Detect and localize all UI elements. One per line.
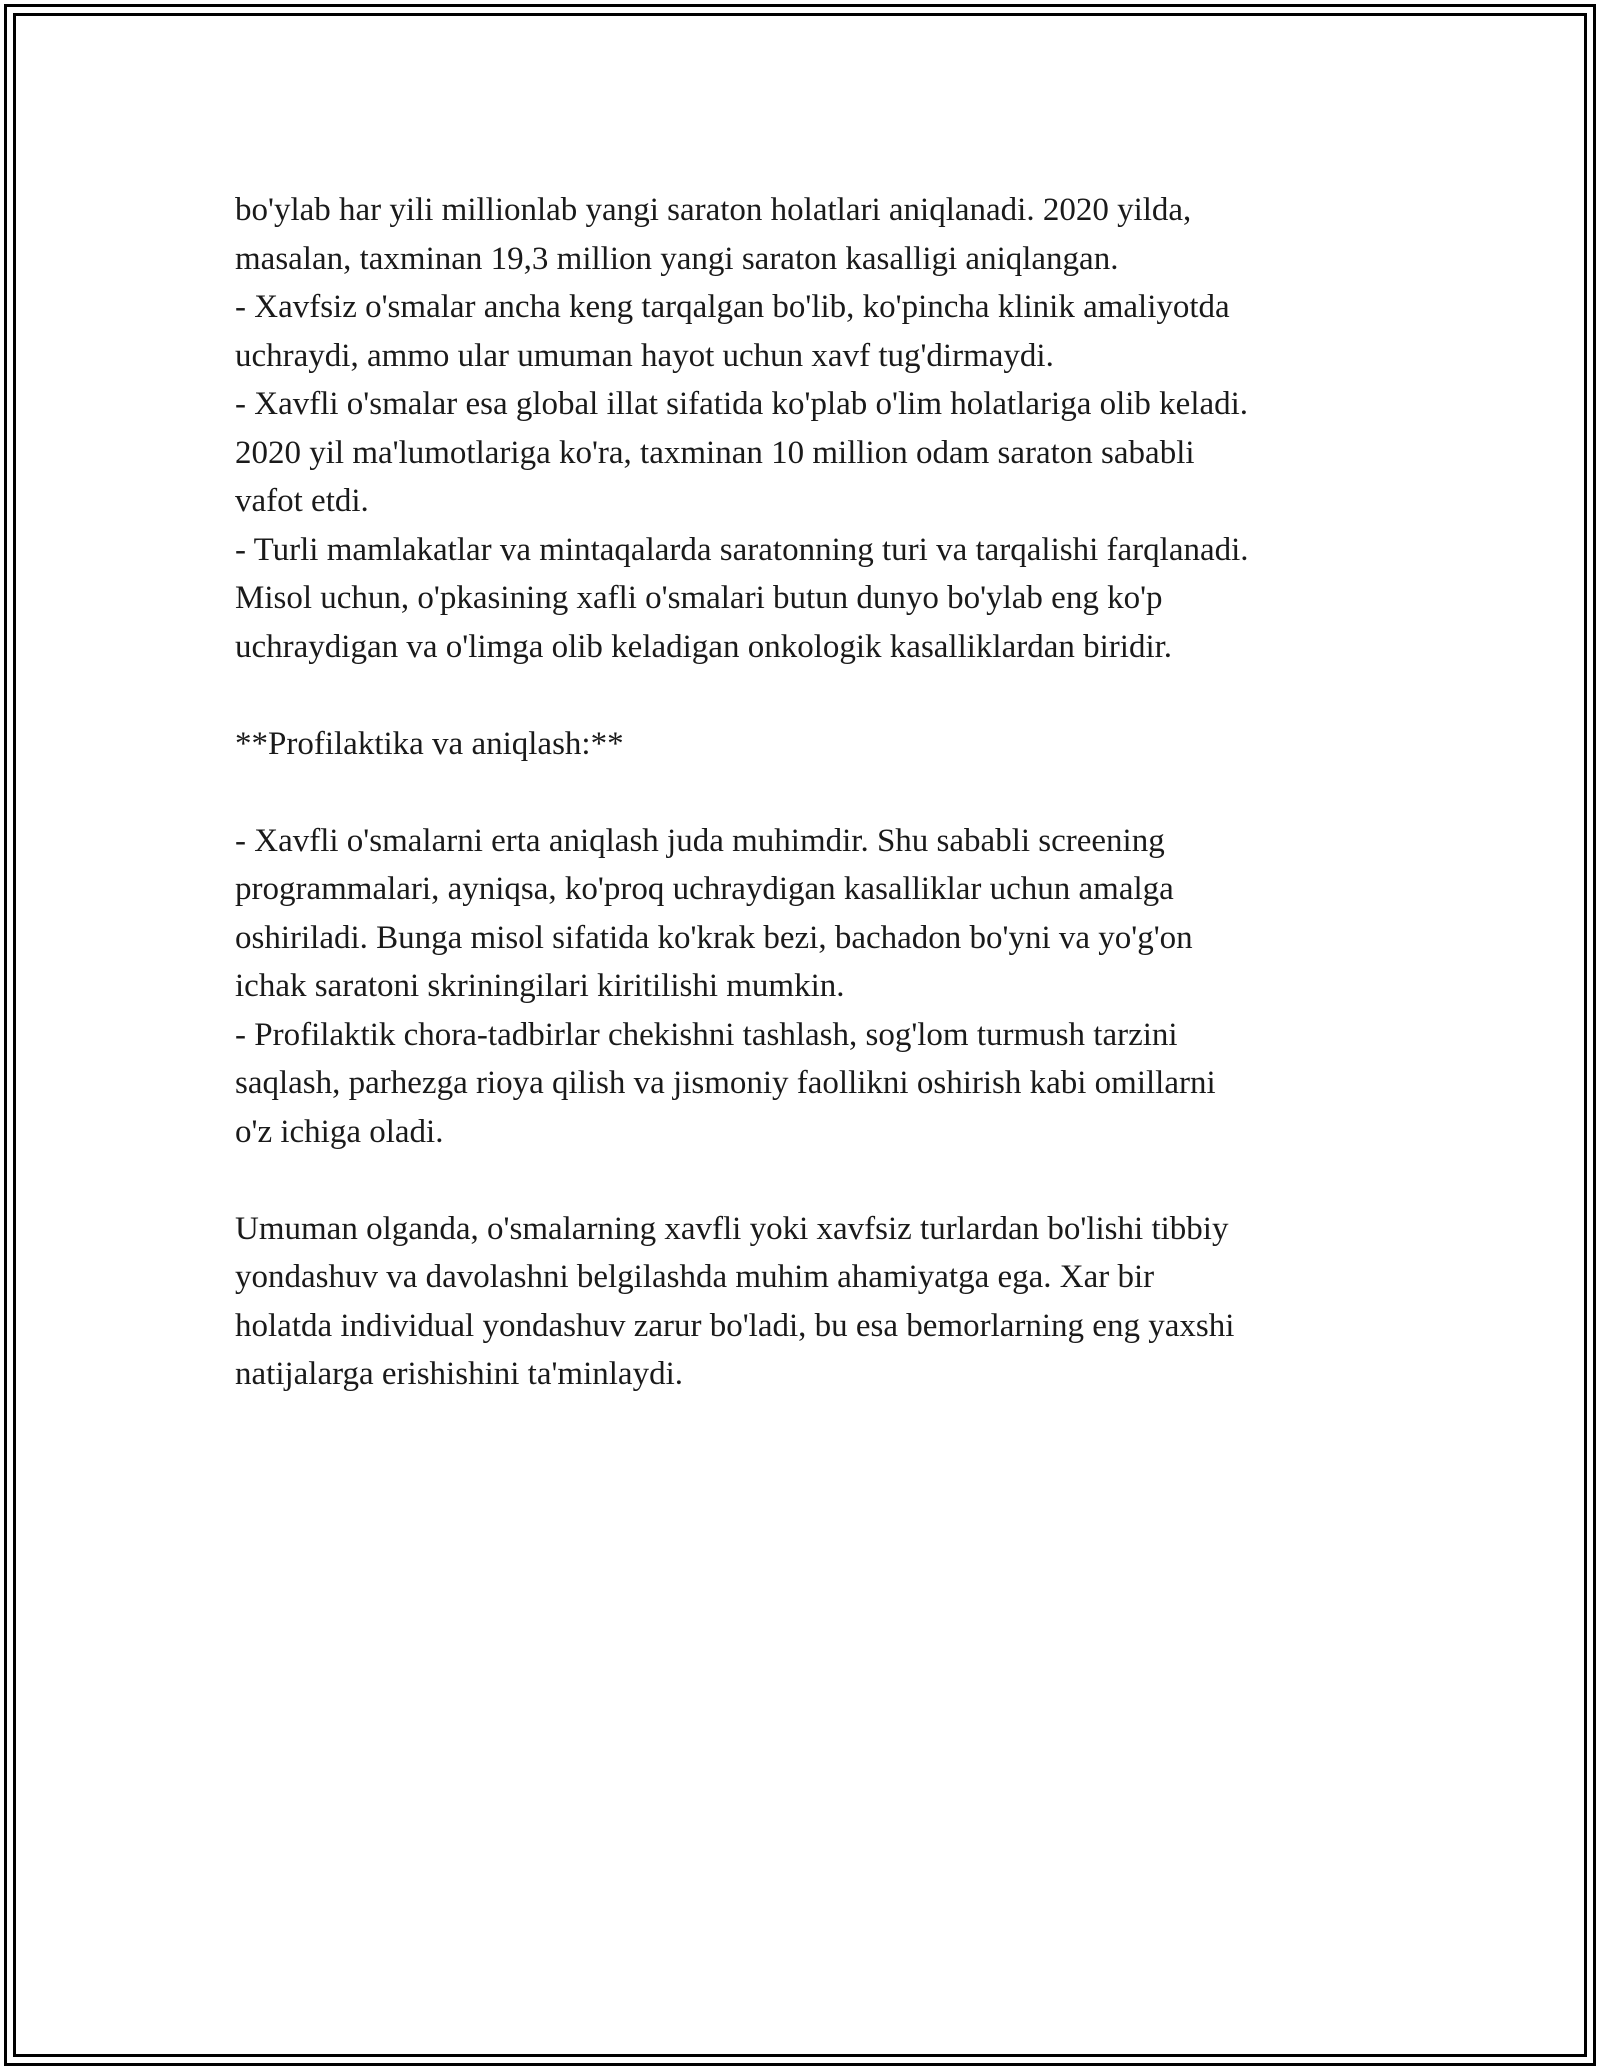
text-line: natijalarga erishishini ta'minlaydi.: [235, 1356, 683, 1392]
text-line: - Xavfli o'smalarni erta aniqlash juda muhimdir. Shu sababli screening: [235, 822, 1165, 859]
paragraph-gap: [235, 768, 1385, 817]
text-line: Umuman olganda, o'smalarning xavfli yoki xavfsiz turlardan bo'lishi tibbiy: [235, 1210, 1229, 1247]
text-line: yondashuv va davolashni belgilashda muhim ahamiyatga ega. Xar bir: [235, 1259, 1155, 1295]
text-line: bo'ylab har yili millionlab yangi saraton holatlari aniqlanadi. 2020 yilda,: [235, 192, 1192, 228]
text-line: programmalari, ayniqsa, ko'proq uchraydigan kasalliklar uchun amalga: [235, 871, 1174, 907]
text-line: oshiriladi. Bunga misol sifatida ko'krak bezi, bachadon bo'yni va yo'g'on: [235, 919, 1193, 956]
text-line: Misol uchun, o'pkasining xafli o'smalari butun dunyo bo'ylab eng ko'p: [235, 580, 1163, 616]
text-line: uchraydi, ammo ular umuman hayot uchun xavf tug'dirmaydi.: [235, 337, 1054, 374]
text-line: holatda individual yondashuv zarur bo'ladi, bu esa bemorlarning eng yaxshi: [235, 1307, 1235, 1344]
text-line: - Profilaktik chora-tadbirlar chekishni tashlash, sog'lom turmush tarzini: [235, 1016, 1178, 1053]
text-line: saqlash, parhezga rioya qilish va jismoniy faollikni oshirish kabi omillarni: [235, 1065, 1216, 1101]
text-line: masalan, taxminan 19,3 million yangi saraton kasalligi aniqlangan.: [235, 240, 1119, 277]
text-line: - Turli mamlakatlar va mintaqalarda saratonning turi va tarqalishi farqlanadi.: [235, 531, 1249, 568]
text-line: 2020 yil ma'lumotlariga ko'ra, taxminan 10 million odam saraton sababli: [235, 434, 1195, 471]
paragraph-gap: [235, 1156, 1385, 1205]
text-line: o'z ichiga oladi.: [235, 1113, 444, 1150]
text-line: - Xavfli o'smalar esa global illat sifatida ko'plab o'lim holatlariga olib keladi.: [235, 386, 1249, 422]
section-heading: **Profilaktika va aniqlash:**: [235, 725, 624, 762]
paragraph-gap: [235, 671, 1385, 720]
text-line: ichak saratoni skriningilari kiritilishi mumkin.: [235, 968, 845, 1004]
text-line: - Xavfsiz o'smalar ancha keng tarqalgan bo'lib, ko'pincha klinik amaliyotda: [235, 289, 1230, 325]
text-line: uchraydigan va o'limga olib keladigan onkologik kasalliklardan biridir.: [235, 628, 1173, 665]
document-body: [235, 186, 1385, 1399]
text-line: vafot etdi.: [235, 483, 369, 519]
